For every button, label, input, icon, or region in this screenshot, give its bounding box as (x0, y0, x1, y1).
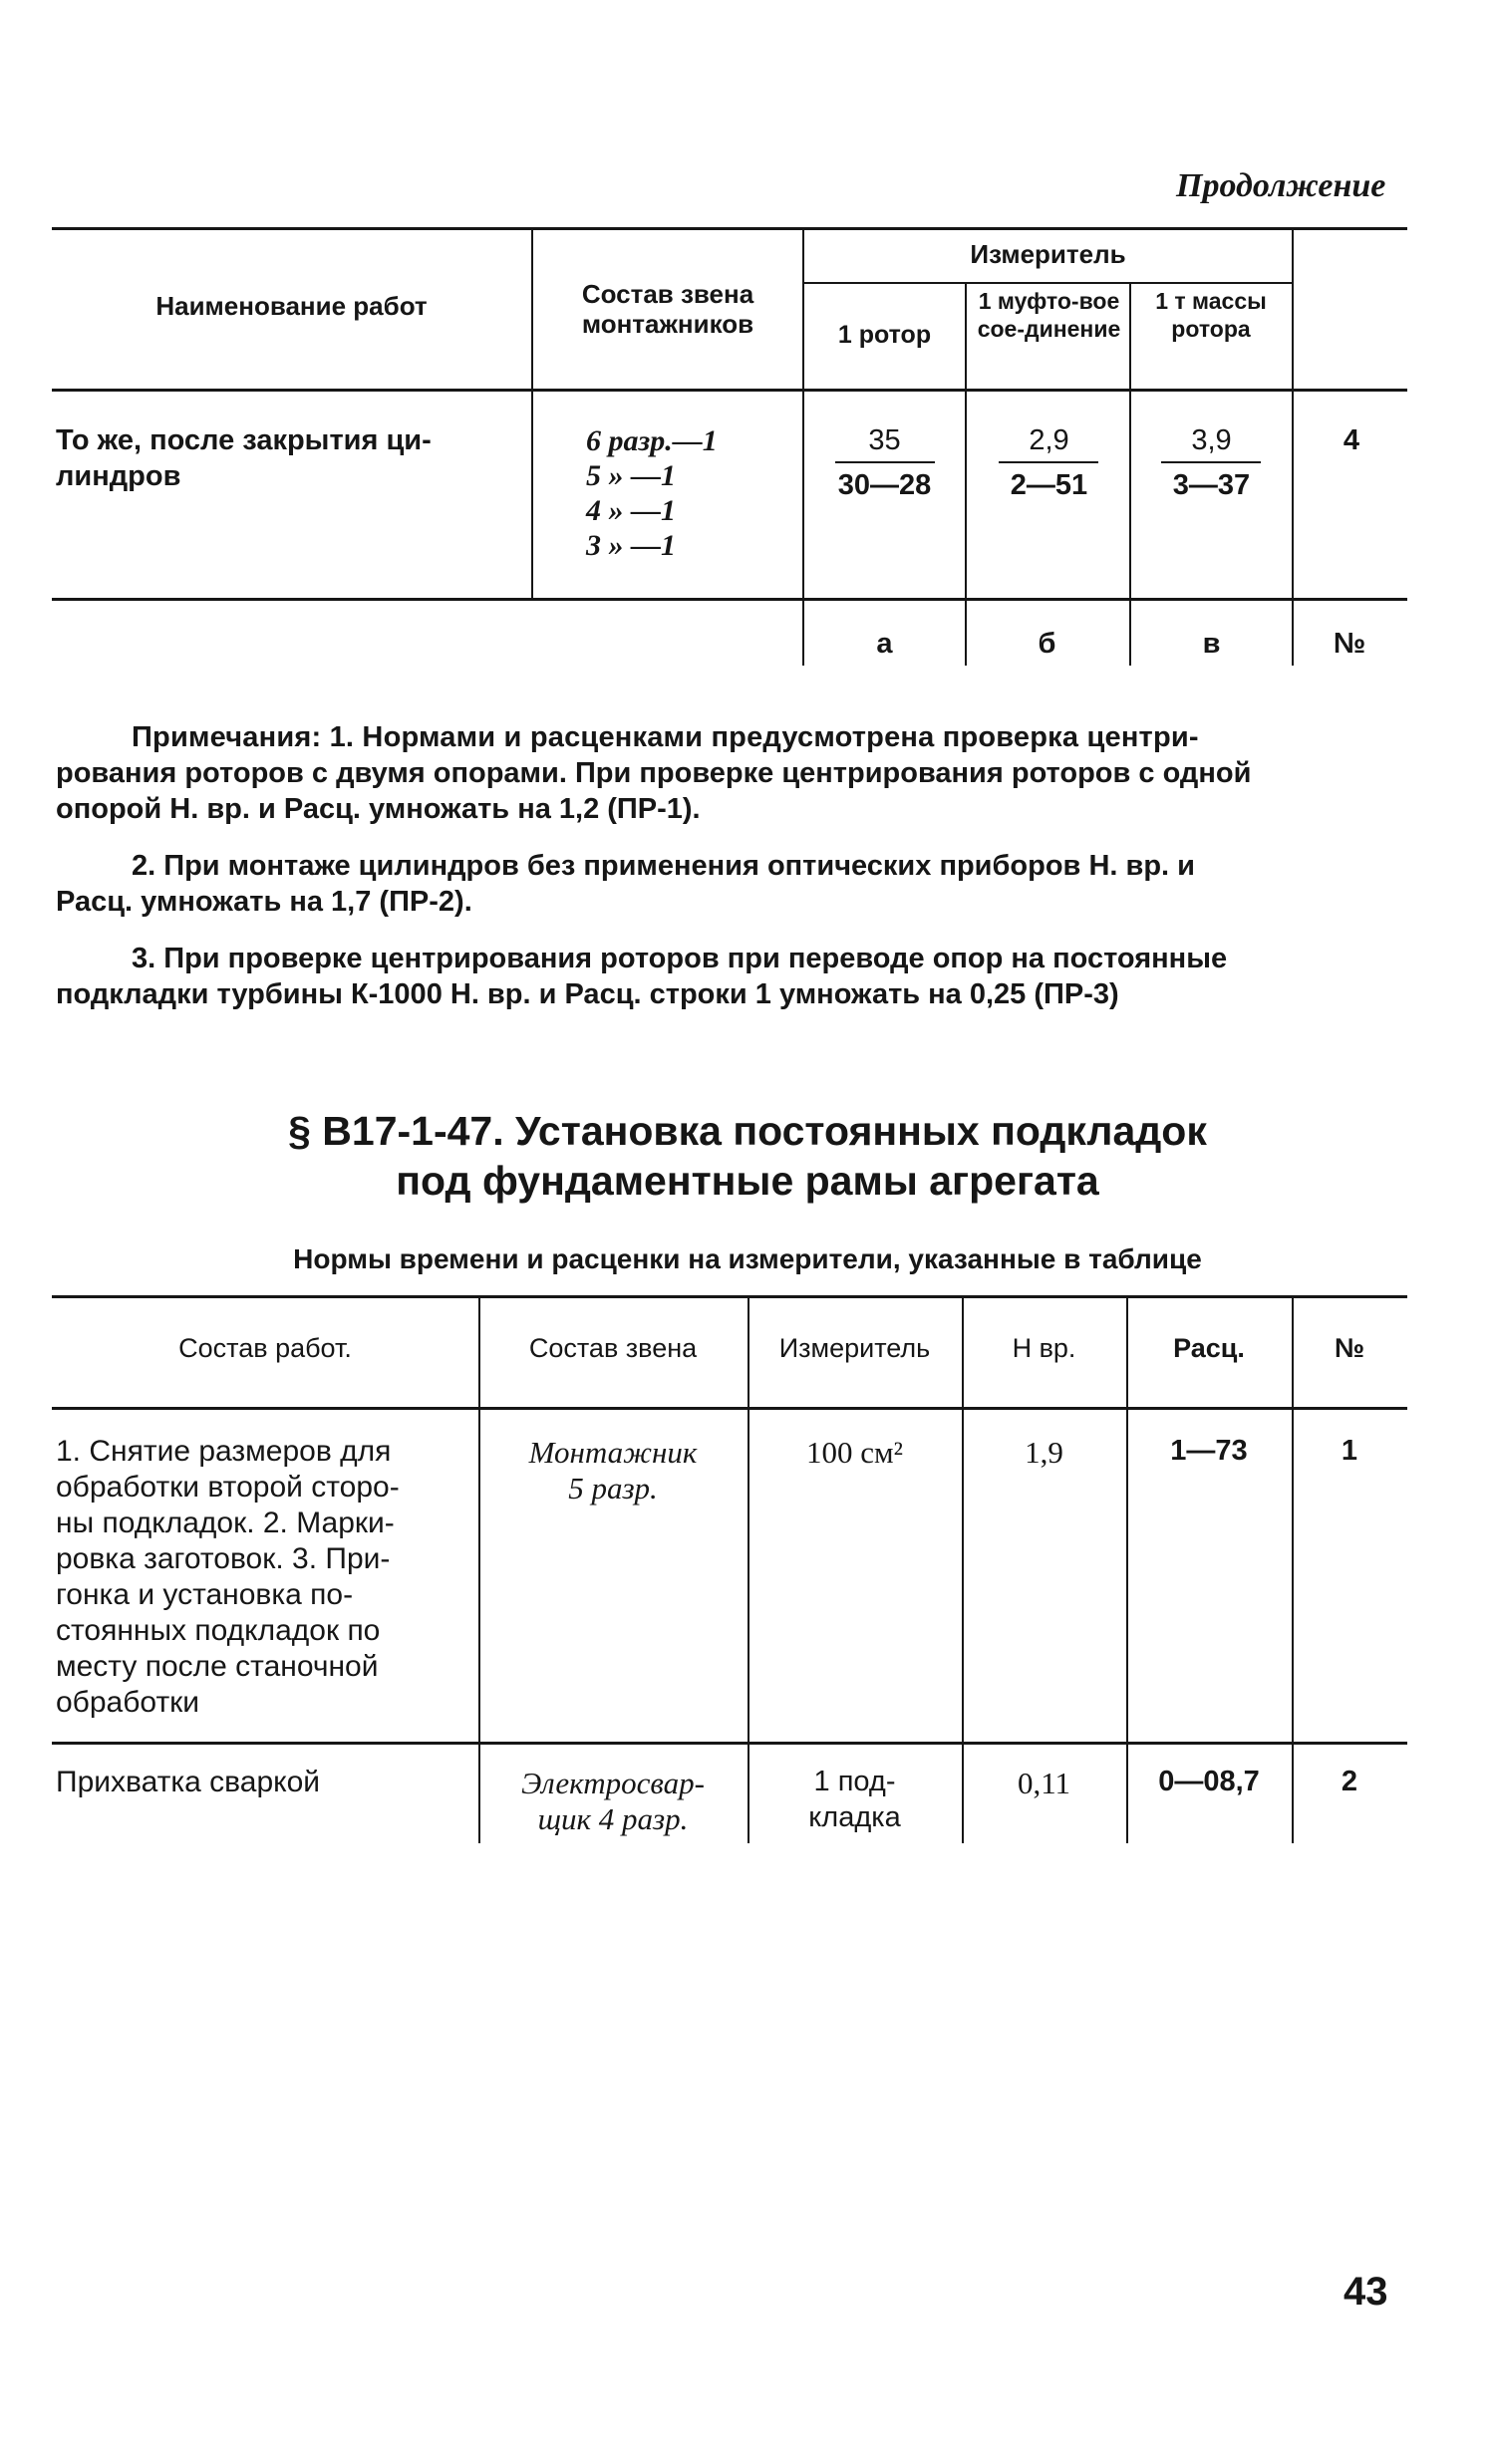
header-crew: Состав звена монтажников (581, 279, 754, 339)
work-line: месту после станочной (56, 1650, 379, 1683)
fraction-bar (835, 461, 935, 463)
measure-value: 100 см² (806, 1435, 903, 1470)
work-line: Прихватка сваркой (56, 1766, 321, 1798)
section-subtitle: Нормы времени и расценки на измерители, указанные в таблице (293, 1243, 1202, 1274)
row-number: 4 (1343, 424, 1360, 456)
note-3-line: подкладки турбины К-1000 Н. вр. и Расц. строки 1 умножать на 0,25 (ПР-3) (56, 978, 1119, 1010)
value-a-rate: 30—28 (837, 469, 932, 501)
value-a-norm: 35 (868, 424, 901, 456)
note-2-line: Расц. умножать на 1,7 (ПР-2). (56, 886, 472, 918)
header-measure: Измеритель (970, 239, 1126, 269)
note-1-line: рования роторов с двумя опорами. При проверке центрирования роторов с одной (56, 757, 1252, 789)
norm-value: 1,9 (1025, 1435, 1063, 1470)
crew-line: 4 » —1 (586, 494, 676, 527)
footer-a: а (876, 628, 893, 660)
footer-b: б (1038, 628, 1056, 660)
header-number: № (1334, 1333, 1365, 1363)
crew-line: 3 » —1 (586, 529, 676, 562)
work-line: 1. Снятие размеров для (56, 1435, 392, 1468)
header-measure: Измеритель (778, 1333, 931, 1363)
header-work: Состав работ. (178, 1333, 352, 1363)
header-col-b: 1 муфто-вое сое-динение (977, 288, 1121, 342)
work-line: гонка и установка по- (56, 1578, 354, 1611)
section-title: § В17-1-47. Установка постоянных подкладок (288, 1108, 1207, 1154)
row-work-name-cont: линдров (56, 460, 181, 492)
crew-line: 5 » —1 (586, 459, 676, 492)
crew-line: 5 разр. (568, 1471, 658, 1506)
footer-c: в (1202, 628, 1221, 660)
fraction-bar (1161, 461, 1261, 463)
value-b-rate: 2—51 (1010, 469, 1088, 501)
header-norm: Н вр. (1012, 1333, 1076, 1363)
rate-value: 0—08,7 (1158, 1766, 1260, 1797)
footer-number: № (1333, 628, 1366, 660)
value-c-rate: 3—37 (1172, 469, 1251, 501)
note-1-line: опорой Н. вр. и Расц. умножать на 1,2 (ПР-1). (56, 793, 701, 825)
measure-value: 1 под- (813, 1766, 896, 1797)
work-line: ны подкладок. 2. Марки- (56, 1506, 395, 1539)
header-col-c: 1 т массы ротора (1155, 288, 1267, 342)
value-b-norm: 2,9 (1029, 424, 1069, 456)
row-work-name: То же, после закрытия ци- (56, 424, 432, 456)
work-line: стоянных подкладок по (56, 1614, 381, 1647)
row-number: 1 (1341, 1435, 1358, 1467)
table-row (52, 1766, 1407, 1845)
crew-line: Монтажник (528, 1435, 698, 1470)
header-col-a: 1 ротор (837, 321, 932, 349)
crew-line: Электросвар- (521, 1766, 705, 1800)
value-c-norm: 3,9 (1191, 424, 1232, 456)
row-number: 2 (1341, 1766, 1358, 1797)
header-crew: Состав звена (528, 1333, 698, 1363)
header-rate: Расц. (1173, 1333, 1245, 1363)
work-line: обработки второй сторо- (56, 1471, 400, 1504)
section-title-cont: под фундаментные рамы агрегата (396, 1158, 1099, 1204)
crew-line: 6 разр.—1 (586, 424, 718, 457)
measure-value: кладка (808, 1801, 901, 1833)
norm-value: 0,11 (1017, 1766, 1071, 1800)
note-2-line: 2. При монтаже цилиндров без применения оптических приборов Н. вр. и (132, 850, 1195, 882)
work-line: ровка заготовок. 3. При- (56, 1542, 391, 1575)
fraction-bar (999, 461, 1098, 463)
work-line: обработки (56, 1686, 200, 1719)
table-row (52, 1435, 1407, 1734)
rate-value: 1—73 (1170, 1435, 1248, 1467)
note-3-line: 3. При проверке центрирования роторов при переводе опор на постоянные (132, 943, 1228, 974)
header-work-name: Наименование работ (155, 291, 428, 321)
continuation-label: Продолжение (1176, 167, 1386, 204)
page-number: 43 (1344, 2270, 1388, 2314)
note-1-line: Примечания: 1. Нормами и расценками предусмотрена проверка центри- (132, 721, 1199, 753)
crew-line: щик 4 разр. (537, 1801, 689, 1836)
